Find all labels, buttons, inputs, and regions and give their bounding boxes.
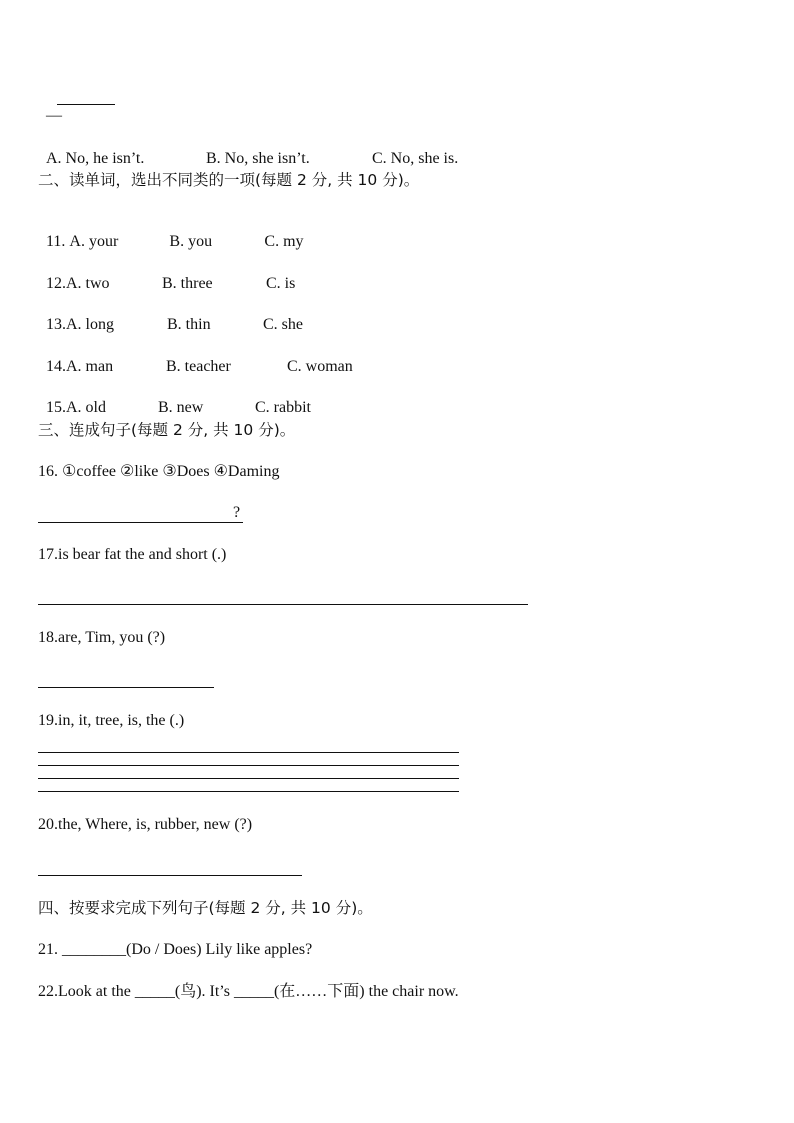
question-22: 22.Look at the _____(鸟). It’s _____(在……下面) the chair now. [38,983,459,1000]
question-21: 21. ________(Do / Does) Lily like apples? [38,941,313,958]
question-number: 11 [46,233,62,250]
question-16: 16. ①coffee ②like ③Does ④Daming [38,463,280,480]
section3-heading: 三、连成句子(每题 2 分, 共 10 分)。 [38,421,296,439]
answer-blank-line [57,104,115,105]
q10-options [38,129,458,169]
answer-line-19c [38,778,459,779]
question-19: 19.in, it, tree, is, the (.) [38,712,185,729]
answer-line-18 [38,687,214,688]
section4-heading: 四、按要求完成下列句子(每题 2 分, 共 10 分)。 [38,899,373,917]
option-b: B. thin [167,316,211,333]
question-13: 13.A. long B. thin C. she [46,316,303,333]
option-a: A. old [66,399,106,416]
option-a: A. two [66,275,110,292]
question-number: 12 [46,275,62,292]
question-18: 18.are, Tim, you (?) [38,629,166,646]
q10-option-c: C. No, she is. [372,150,459,167]
option-c: C. woman [287,358,353,375]
q10-option-a: A. No, he isn’t. [46,150,145,167]
option-c: C. my [264,233,304,250]
option-a: A. man [66,358,114,375]
answer-line-19b [38,765,459,766]
answer-line-19a [38,752,459,753]
q10-option-b: B. No, she isn’t. [206,150,310,167]
answer-line-20 [38,875,302,876]
option-c: C. rabbit [255,399,311,416]
question-number: 15 [46,399,62,416]
answer-line-19d [38,791,459,792]
question-17: 17.is bear fat the and short (.) [38,546,227,563]
option-b: B. you [169,233,213,250]
option-c: C. is [266,275,296,292]
option-b: B. new [158,399,204,416]
answer-line-16 [38,522,243,523]
option-a: A. your [69,233,119,250]
answer-mark-16: ? [233,504,241,521]
option-c: C. she [263,316,303,333]
section2-heading: 二、读单词，选出不同类的一项(每题 2 分, 共 10 分)。 [38,171,420,189]
answer-line-17 [38,604,528,605]
answer-dash: — [46,107,62,124]
question-12: 12.A. two B. three C. is [46,275,296,292]
option-b: B. three [162,275,213,292]
question-15: 15.A. old B. new C. rabbit [46,399,311,416]
question-number: 13 [46,316,62,333]
question-number: 14 [46,358,62,375]
option-a: A. long [66,316,114,333]
answer-dash-line [38,86,62,126]
question-14: 14.A. man B. teacher C. woman [46,358,353,375]
question-11: 11. A. your B. you C. my [46,233,304,250]
option-b: B. teacher [166,358,231,375]
question-20: 20.the, Where, is, rubber, new (?) [38,816,253,833]
